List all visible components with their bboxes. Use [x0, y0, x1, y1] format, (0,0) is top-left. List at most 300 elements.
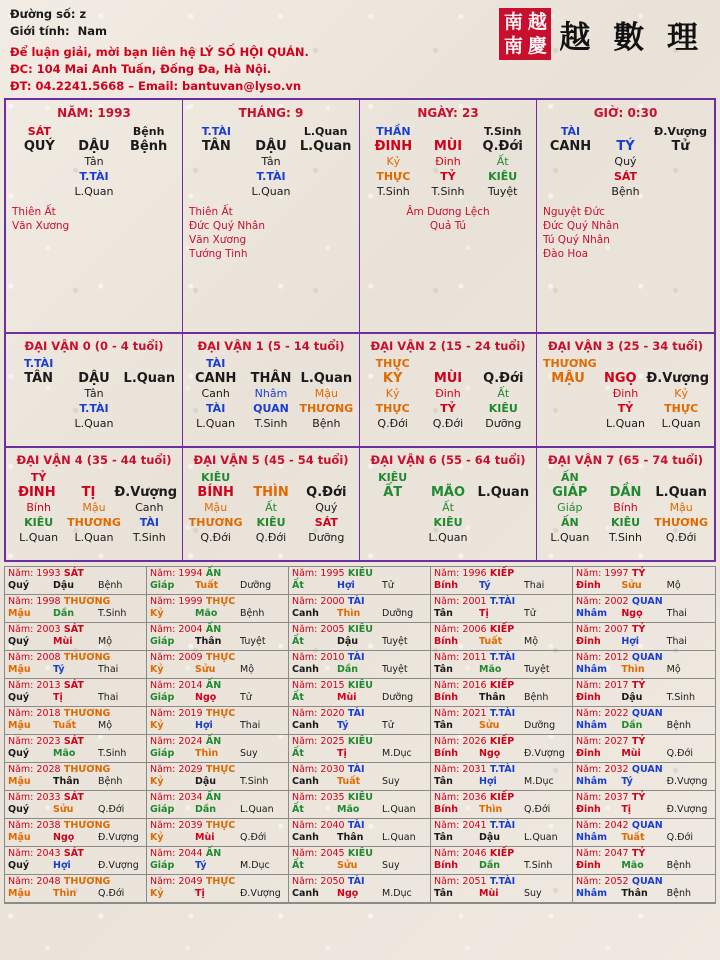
year-phase: Bệnh [524, 692, 549, 703]
pillar-term [653, 169, 708, 184]
year-cell [431, 763, 573, 791]
year-stem: Canh [292, 664, 319, 675]
year-phase: L.Quan [382, 804, 416, 815]
pillar-term [189, 169, 244, 184]
year-phase: Mộ [666, 664, 681, 675]
year-line-bottom [434, 692, 569, 704]
dai-van-row [188, 515, 354, 530]
dai-van-row [11, 401, 177, 416]
dai-van-term: L.Quan [74, 417, 114, 430]
pillar-term: T.TÀI [201, 125, 231, 138]
pillar-term: CANH [549, 139, 592, 154]
year-branch: Thìn [479, 804, 503, 815]
year-line-bottom [8, 664, 143, 676]
year-branch: Thìn [195, 748, 219, 759]
year-cell [289, 735, 431, 763]
year-stem: Tân [434, 608, 453, 619]
year-label: Năm: 2010 [292, 652, 345, 663]
year-ten-god: QUAN [628, 876, 663, 887]
year-label: Năm: 2009 [150, 652, 203, 663]
year-cell [289, 651, 431, 679]
year-line-top [292, 652, 427, 664]
year-phase: Đ.Vượng [240, 888, 281, 899]
year-cell [289, 567, 431, 595]
year-phase: Bệnh [666, 888, 692, 899]
year-label: Năm: 2013 [8, 680, 61, 691]
year-branch: Sửu [479, 720, 500, 731]
dai-van-cell [360, 334, 537, 446]
dai-van-term: Bệnh [312, 417, 341, 430]
year-label: Năm: 2028 [8, 764, 61, 775]
year-label: Năm: 2041 [434, 820, 487, 831]
year-line-bottom [434, 804, 569, 816]
year-branch: Tị [53, 692, 63, 703]
star-item: Đức Quý Nhân [543, 220, 619, 232]
dai-van-grid-row2 [4, 448, 716, 562]
seal-char-2: 南 [503, 34, 523, 57]
dai-van-term: THƯƠNG [67, 516, 121, 529]
year-line-top [150, 596, 285, 608]
year-cell [431, 735, 573, 763]
year-ten-god: THỰC [202, 820, 236, 831]
pillar-row [543, 184, 708, 199]
year-cell [5, 595, 147, 623]
year-line-bottom [576, 664, 712, 676]
year-stem: Canh [292, 720, 319, 731]
year-cell [147, 875, 289, 903]
year-branch: Tuất [337, 776, 361, 787]
year-label: Năm: 2016 [434, 680, 487, 691]
year-stem: Đinh [576, 804, 601, 815]
year-label: Năm: 2040 [292, 820, 345, 831]
year-cell [431, 651, 573, 679]
year-cell [5, 651, 147, 679]
year-phase: Thai [240, 720, 261, 731]
year-phase: Bệnh [666, 720, 692, 731]
dai-van-term: L.Quan [606, 417, 645, 430]
year-line-bottom [434, 664, 569, 676]
pillar-term: KIÊU [488, 170, 518, 183]
year-label: Năm: 1998 [8, 596, 61, 607]
dai-van-title: ĐẠI VẬN 3 (25 - 34 tuổi) [547, 339, 704, 353]
year-phase: Bệnh [240, 608, 265, 619]
year-ten-god: KIẾP [486, 624, 515, 635]
year-line-top [150, 876, 285, 888]
pillar-term [244, 124, 299, 139]
street-value: z [79, 7, 87, 21]
year-line-top [434, 848, 569, 860]
dai-van-term [653, 470, 709, 485]
year-cell [431, 567, 573, 595]
star-item: Quả Tú [429, 220, 467, 232]
year-cell [573, 595, 715, 623]
year-line-bottom [8, 888, 143, 900]
year-stem: Đinh [576, 580, 601, 591]
dai-van-term: Q.Đới [432, 417, 464, 430]
dai-van-term: THỰC [664, 402, 699, 415]
year-ten-god: TÀI [344, 596, 365, 607]
dai-van-term: TỶ [617, 402, 634, 415]
year-stem: Tân [434, 720, 453, 731]
year-label: Năm: 2052 [576, 876, 629, 887]
dai-van-row [365, 530, 531, 545]
year-line-top [576, 624, 712, 636]
year-cell [289, 595, 431, 623]
year-label: Năm: 2015 [292, 680, 345, 691]
year-line-bottom [292, 692, 427, 704]
pillar-row [366, 184, 530, 199]
year-ten-god: SÁT [60, 736, 84, 747]
year-phase: Mộ [98, 636, 113, 647]
year-line-bottom [8, 860, 143, 872]
dai-van-term: ĐINH [18, 485, 56, 500]
year-stem: Bính [434, 580, 459, 591]
dai-van-term: THỰC [375, 357, 410, 370]
year-phase: Suy [524, 888, 542, 899]
year-stem: Kỷ [150, 888, 164, 899]
pillar-cell [537, 100, 714, 332]
year-label: Năm: 2012 [576, 652, 629, 663]
year-cell [5, 819, 147, 847]
year-line-top [576, 764, 712, 776]
year-label: Năm: 2024 [150, 736, 203, 747]
year-label: Năm: 2044 [150, 848, 203, 859]
dai-van-row [542, 500, 709, 515]
year-cell [289, 763, 431, 791]
year-cell [147, 707, 289, 735]
pillar-row [189, 154, 353, 169]
dai-van-term: Canh [135, 501, 164, 514]
pillar-title: GIỜ: 0:30 [593, 106, 658, 120]
seal-char-3: 慶 [527, 34, 547, 57]
year-ten-god: TỶ [628, 792, 646, 803]
dai-van-row [11, 530, 177, 545]
year-cell [573, 791, 715, 819]
year-line-top [292, 764, 427, 776]
pillar-term: TỶ [440, 170, 456, 183]
dai-van-term [365, 500, 420, 515]
year-branch: Hợi [195, 720, 213, 731]
year-phase: Tử [382, 720, 394, 731]
dai-van-row [188, 416, 354, 431]
dai-van-term: ẤN [560, 516, 579, 529]
year-line-top [150, 764, 285, 776]
dai-van-term: L.Quan [123, 371, 176, 386]
year-cell [573, 651, 715, 679]
year-line-top [150, 624, 285, 636]
dai-van-row [365, 485, 531, 500]
dai-van-row [365, 515, 531, 530]
dai-van-term [598, 356, 654, 371]
year-cell [573, 847, 715, 875]
pillar-term: L.Quan [74, 185, 114, 198]
dai-van-term: T.Sinh [132, 531, 166, 544]
dai-van-term: BÍNH [197, 485, 234, 500]
year-phase: Dưỡng [524, 720, 556, 731]
pillar-term [543, 169, 598, 184]
dai-van-term: QUAN [253, 402, 289, 415]
year-stem: Ất [292, 804, 304, 815]
year-ten-god: ẤN [202, 792, 222, 803]
year-branch: Mão [53, 748, 76, 759]
year-line-top [576, 652, 712, 664]
year-ten-god: ẤN [202, 568, 222, 579]
year-branch: Tị [621, 804, 632, 815]
year-stem: Quý [8, 748, 30, 759]
year-branch: Mùi [195, 832, 215, 843]
year-cell [5, 679, 147, 707]
year-phase: T.Sinh [524, 860, 553, 871]
pillar-term [67, 124, 122, 139]
year-line-bottom [292, 832, 427, 844]
pillar-term: Kỷ [386, 155, 401, 168]
year-stem: Quý [8, 636, 30, 647]
year-line-bottom [150, 664, 285, 676]
year-ten-god: KIÊU [344, 736, 374, 747]
year-line-bottom [576, 720, 712, 732]
year-line-bottom [434, 832, 569, 844]
year-line-bottom [576, 888, 712, 900]
dai-van-cell [360, 448, 537, 560]
year-line-bottom [434, 580, 569, 592]
dai-van-cell [183, 448, 360, 560]
pillar-row [12, 124, 176, 139]
year-phase: M.Dục [382, 748, 412, 759]
year-phase: Đ.Vượng [666, 776, 708, 787]
pillar-term: Quý [614, 155, 637, 168]
dai-van-term [365, 530, 420, 545]
year-cell [5, 791, 147, 819]
year-cell [289, 707, 431, 735]
year-branch: Mùi [479, 888, 499, 899]
year-branch: Tý [53, 664, 65, 675]
year-branch: Dậu [621, 692, 643, 703]
year-label: Năm: 1995 [292, 568, 345, 579]
year-branch: Tý [621, 776, 633, 787]
year-line-bottom [150, 636, 285, 648]
dai-van-term: KỶ [382, 371, 403, 386]
dai-van-row [188, 485, 354, 500]
year-stem: Bính [434, 748, 459, 759]
year-line-top [292, 820, 427, 832]
star-item: Thiên Ất [12, 206, 56, 218]
year-line-top [576, 680, 712, 692]
year-line-top [8, 596, 143, 608]
dai-van-term: TÀI [206, 402, 226, 415]
year-line-bottom [150, 888, 285, 900]
year-line-bottom [434, 748, 569, 760]
pillar-term: DẬU [255, 139, 287, 154]
dai-van-term: L.Quan [661, 417, 701, 430]
year-ten-god: KIẾP [486, 680, 515, 691]
year-label: Năm: 2048 [8, 876, 61, 887]
year-line-top [150, 652, 285, 664]
year-branch: Ngọ [337, 888, 359, 899]
year-stem: Đinh [576, 636, 601, 647]
year-ten-god: THỰC [202, 652, 236, 663]
dai-van-term: L.Quan [74, 531, 114, 544]
year-cell [147, 623, 289, 651]
year-cell [573, 707, 715, 735]
year-label: Năm: 2045 [292, 848, 345, 859]
pillar-term [12, 184, 67, 199]
dai-van-title: ĐẠI VẬN 2 (15 - 24 tuổi) [370, 339, 526, 353]
year-phase: Q.Đới [666, 832, 693, 843]
four-pillars-grid [4, 98, 716, 334]
year-branch: Tị [337, 748, 347, 759]
pillar-term [598, 124, 653, 139]
dai-van-term: THƯƠNG [542, 357, 597, 370]
year-cell [573, 875, 715, 903]
dai-van-term: Nhâm [254, 387, 288, 400]
year-cell [5, 623, 147, 651]
dai-van-term: Q.Đới [200, 531, 231, 544]
dai-van-term: THƯƠNG [654, 516, 709, 529]
dai-van-row [188, 470, 354, 485]
dai-van-row [188, 356, 354, 371]
year-cell [147, 679, 289, 707]
dai-van-term: KIÊU [24, 516, 54, 529]
year-branch: Tý [479, 580, 491, 591]
year-stem: Kỷ [150, 664, 164, 675]
year-stem: Ất [292, 748, 304, 759]
year-line-bottom [292, 720, 427, 732]
year-line-bottom [292, 748, 427, 760]
year-phase: Thai [666, 608, 687, 619]
year-branch: Thân [621, 888, 648, 899]
dai-van-row [11, 470, 177, 485]
year-stem: Tân [434, 776, 453, 787]
year-stem: Nhâm [576, 888, 608, 899]
year-stem: Tân [434, 832, 453, 843]
year-ten-god: QUAN [628, 596, 663, 607]
year-line-top [434, 876, 569, 888]
dai-van-term: Kỷ [674, 387, 689, 400]
year-phase: Dưỡng [240, 580, 272, 591]
dai-van-term: TỶ [30, 471, 47, 484]
year-line-bottom [8, 720, 143, 732]
pillar-row [12, 169, 176, 184]
pillar-term [121, 154, 176, 169]
year-line-top [150, 848, 285, 860]
dai-van-term: MÙI [433, 371, 463, 386]
year-line-top [292, 596, 427, 608]
year-label: Năm: 2019 [150, 708, 203, 719]
pillar-term [12, 169, 67, 184]
dai-van-cell [183, 334, 360, 446]
year-label: Năm: 2001 [434, 596, 487, 607]
dai-van-term: T.Sinh [609, 531, 642, 544]
year-label: Năm: 2025 [292, 736, 345, 747]
year-ten-god: TỶ [628, 680, 646, 691]
year-ten-god: KIẾP [486, 848, 515, 859]
year-phase: Suy [382, 776, 400, 787]
seal-char-0: 南 [503, 10, 523, 33]
dai-van-term [653, 356, 709, 371]
year-phase: L.Quan [382, 832, 416, 843]
year-branch: Thìn [53, 888, 77, 899]
year-stem: Kỷ [150, 832, 164, 843]
year-line-bottom [8, 692, 143, 704]
year-line-top [8, 764, 143, 776]
year-cell [573, 763, 715, 791]
gender-value: Nam [77, 24, 108, 38]
dai-van-term: THÌN [253, 485, 289, 500]
year-stem: Quý [8, 804, 30, 815]
pillar-row [12, 184, 176, 199]
star-item: Đào Hoa [543, 248, 589, 260]
dai-van-term: L.Quan [428, 531, 468, 544]
year-line-top [434, 764, 569, 776]
year-line-bottom [292, 860, 427, 872]
year-stem: Giáp [150, 692, 175, 703]
year-cell [5, 735, 147, 763]
year-line-top [434, 792, 569, 804]
year-branch: Dần [337, 664, 359, 675]
year-label: Năm: 2029 [150, 764, 203, 775]
year-line-top [8, 876, 143, 888]
year-ten-god: TỶ [628, 736, 646, 747]
year-line-top [8, 736, 143, 748]
year-line-bottom [434, 888, 569, 900]
dai-van-term [542, 386, 598, 401]
year-ten-god: THỰC [202, 708, 236, 719]
year-ten-god: SÁT [60, 568, 84, 579]
year-branch: Thân [479, 692, 506, 703]
year-ten-god: T.TÀI [486, 876, 516, 887]
star-item: Đức Quý Nhân [189, 220, 265, 232]
year-stem: Giáp [150, 636, 175, 647]
year-stem: Canh [292, 776, 319, 787]
year-line-bottom [150, 776, 285, 788]
year-ten-god: THƯƠNG [60, 652, 111, 663]
dai-van-term: L.Quan [655, 485, 707, 500]
dai-van-row [542, 530, 709, 545]
year-phase: L.Quan [240, 804, 274, 815]
year-ten-god: TÀI [344, 652, 365, 663]
year-line-top [150, 792, 285, 804]
dai-van-term: DẬU [78, 371, 110, 386]
year-line-top [434, 820, 569, 832]
dai-van-term [122, 401, 177, 416]
dai-van-term: Mậu [669, 501, 693, 514]
year-stem: Mậu [8, 776, 31, 787]
year-line-bottom [8, 832, 143, 844]
dai-van-term: TÂN [24, 371, 54, 386]
year-ten-god: QUAN [628, 820, 663, 831]
pillar-term [121, 169, 176, 184]
pillar-row [12, 154, 176, 169]
dai-van-term [542, 401, 598, 416]
year-line-top [150, 680, 285, 692]
year-line-bottom [8, 748, 143, 760]
pillar-cell [183, 100, 360, 332]
year-label: Năm: 2014 [150, 680, 203, 691]
year-branch: Mão [195, 608, 218, 619]
year-label: Năm: 2050 [292, 876, 345, 887]
year-line-bottom [8, 580, 143, 592]
year-line-bottom [150, 580, 285, 592]
year-line-top [8, 568, 143, 580]
year-label: Năm: 2005 [292, 624, 345, 635]
year-phase: Mộ [240, 664, 255, 675]
year-phase: Q.Đới [240, 832, 267, 843]
year-phase: Tuyệt [382, 664, 408, 675]
year-branch: Ngọ [53, 832, 75, 843]
dai-van-row [188, 386, 354, 401]
year-label: Năm: 2002 [576, 596, 629, 607]
year-line-bottom [292, 664, 427, 676]
